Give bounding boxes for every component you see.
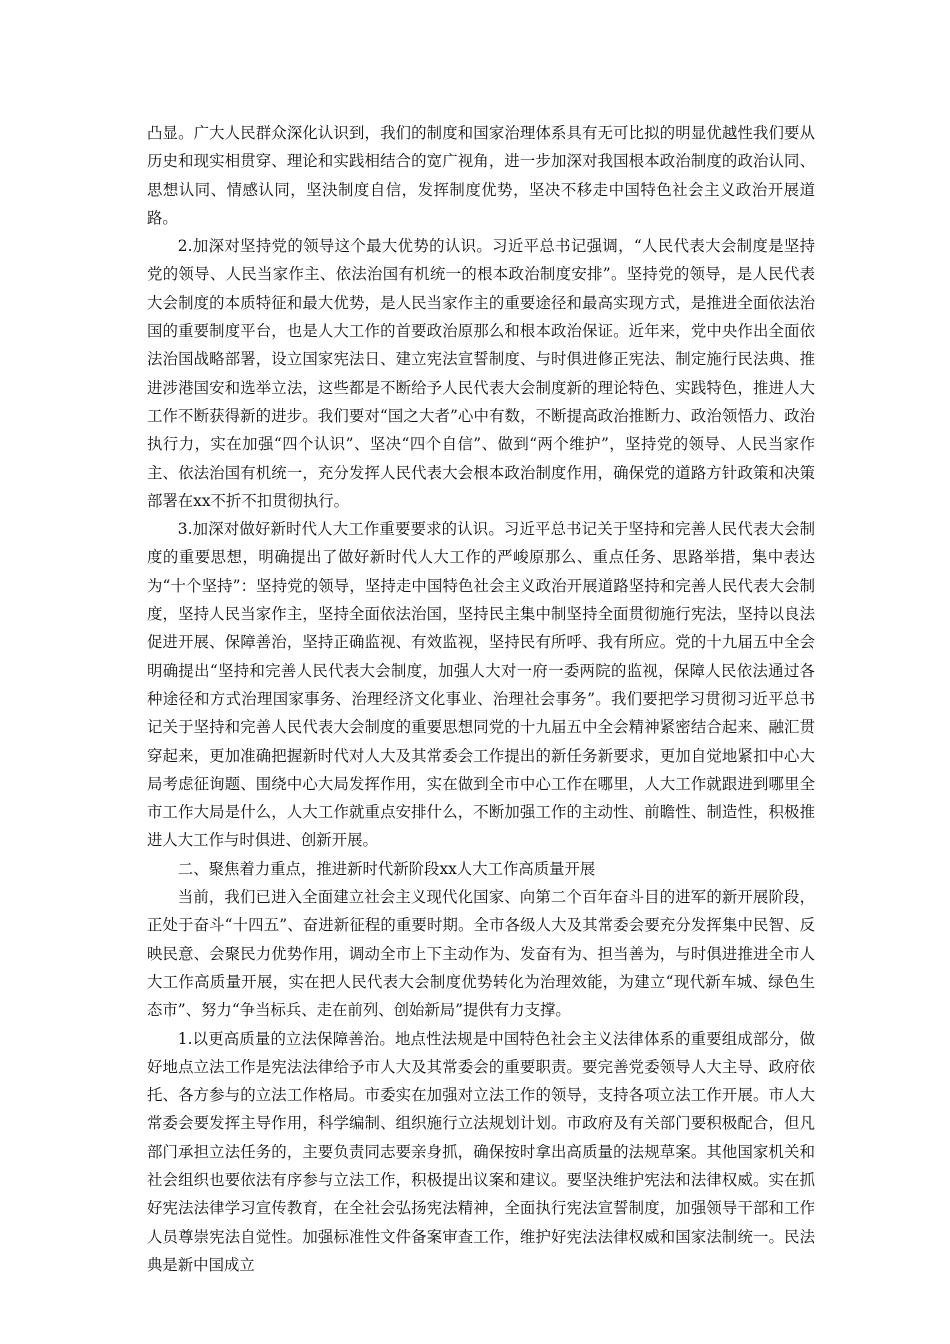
paragraph-2: 2.加深对坚持党的领导这个最大优势的认识。习近平总书记强调，“人民代表大会制度是坚持党的领导、人民当家作主、依法治国有机统一的根本政治制度安排”。坚持党的领导，是人民代表大会制度的本质特征和最大优势，是人民当家作主的重要途径和最高实现方式，是推进全面依法治国的重要制度平台，也是人大工作的首要政治原那么和根本政治保证。近年来，党中央作出全面依法治国战略部署，设立国家宪法日、建立宪法宣誓制度、与时俱进修正宪法、制定施行民法典、推进涉港国安和选举立法，这些都是不断给予人民代表大会制度新的理论特色、实践特色，推进人大工作不断获得新的进步。我们要对“国之大者”心中有数，不断提高政治推断力、政治领悟力、政治执行力，实在加强“四个认识”、坚决“四个自信”、做到“两个维护”，坚持党的领导、人民当家作主、依法治国有机统一，充分发挥人民代表大会根本政治制度作用，确保党的道路方针政策和决策部署在xx不折不扣贯彻执行。 <box>147 237 815 510</box>
paragraph-3: 3.加深对做好新时代人大工作重要要求的认识。习近平总书记关于坚持和完善人民代表大会制度的重要思想，明确提出了做好新时代人大工作的严峻原那么、重点任务、思路举措，集中表达为“十个坚持”：坚持党的领导，坚持走中国特色社会主义政治开展道路坚持和完善人民代表大会制度，坚持人民当家作主，坚持全面依法治国，坚持民主集中制坚持全面贯彻施行宪法，坚持以良法促进开展、保障善治，坚持正确监视、有效监视，坚持民有所呼、我有所应。党的十九届五中全会明确提出“坚持和完善人民代表大会制度，加强人大对一府一委两院的监视，保障人民依法通过各种途径和方式治理国家事务、治理经济文化事业、治理社会事务”。我们要把学习贯彻习近平总书记关于坚持和完善人民代表大会制度的重要思想同党的十九届五中全会精神紧密结合起来、融汇贯穿起来，更加准确把握新时代对人大及其常委会工作提出的新任务新要求，更加自觉地紧扣中心大局考虑征询题、围绕中心大局发挥作用，实在做到全市中心工作在哪里，人大工作就跟进到哪里全市工作大局是什么，人大工作就重点安排什么，不断加强工作的主动性、前瞻性、制造性，积极推进人大工作与时俱进、创新开展。 <box>147 520 815 850</box>
paragraph-4: 当前，我们已进入全面建立社会主义现代化国家、向第二个百年奋斗目的进军的新开展阶段，正处于奋斗“十四五”、奋进新征程的重要时期。全市各级人大及其常委会要充分发挥集中民智、反映民意、会聚民力优势作用，调动全市上下主动作为、发奋有为、担当善为，与时俱进推进全市人大工作高质量开展，实在把人民代表大会制度优势转化为治理效能，为建立“现代新车城、绿色生态市”、努力“争当标兵、走在前列、创始新局”提供有力支撑。 <box>147 888 815 1020</box>
paragraph-1: 凸显。广大人民群众深化认识到，我们的制度和国家治理体系具有无可比拟的明显优越性我们要从历史和现实相贯穿、理论和实践相结合的宽广视角，进一步加深对我国根本政治制度的政治认同、思想认同、情感认同，坚決制度自信，发挥制度优势，坚决不移走中国特色社会主义政治开展道路。 <box>147 124 815 227</box>
section-heading: 二、聚焦着力重点，推进新时代新阶段xx人大工作高质量开展 <box>177 859 596 878</box>
paragraph-5: 1.以更高质量的立法保障善治。地点性法规是中国特色社会主义法律体系的重要组成部分，做好地点立法工作是宪法法律给予市人大及其常委会的重要职责。要完善党委领导人大主导、政府依托、各方参与的立法工作格局。市委实在加强对立法工作的领导，支持各项立法工作开展。市人大常委会要发挥主导作用，科学编制、组织施行立法规划计划。市政府及有关部门要积极配合，但凡部门承担立法任务的，主要负责同志要亲身抓，确保按时拿出高质量的法规草案。其他国家机关和社会组织也要依法有序参与立法工作，积极提出议案和建议。要坚決维护宪法和法律权威。实在抓好宪法法律学习宣传教育，在全社会弘扬宪法精神，全面执行宪法宣誓制度，加强领导干部和工作人员尊崇宪法自觉性。加强标准性文件备案审查工作，维护好宪法法律权威和国家法制统一。民法典是新中国成立 <box>147 1029 815 1274</box>
document-page <box>147 119 815 1279</box>
